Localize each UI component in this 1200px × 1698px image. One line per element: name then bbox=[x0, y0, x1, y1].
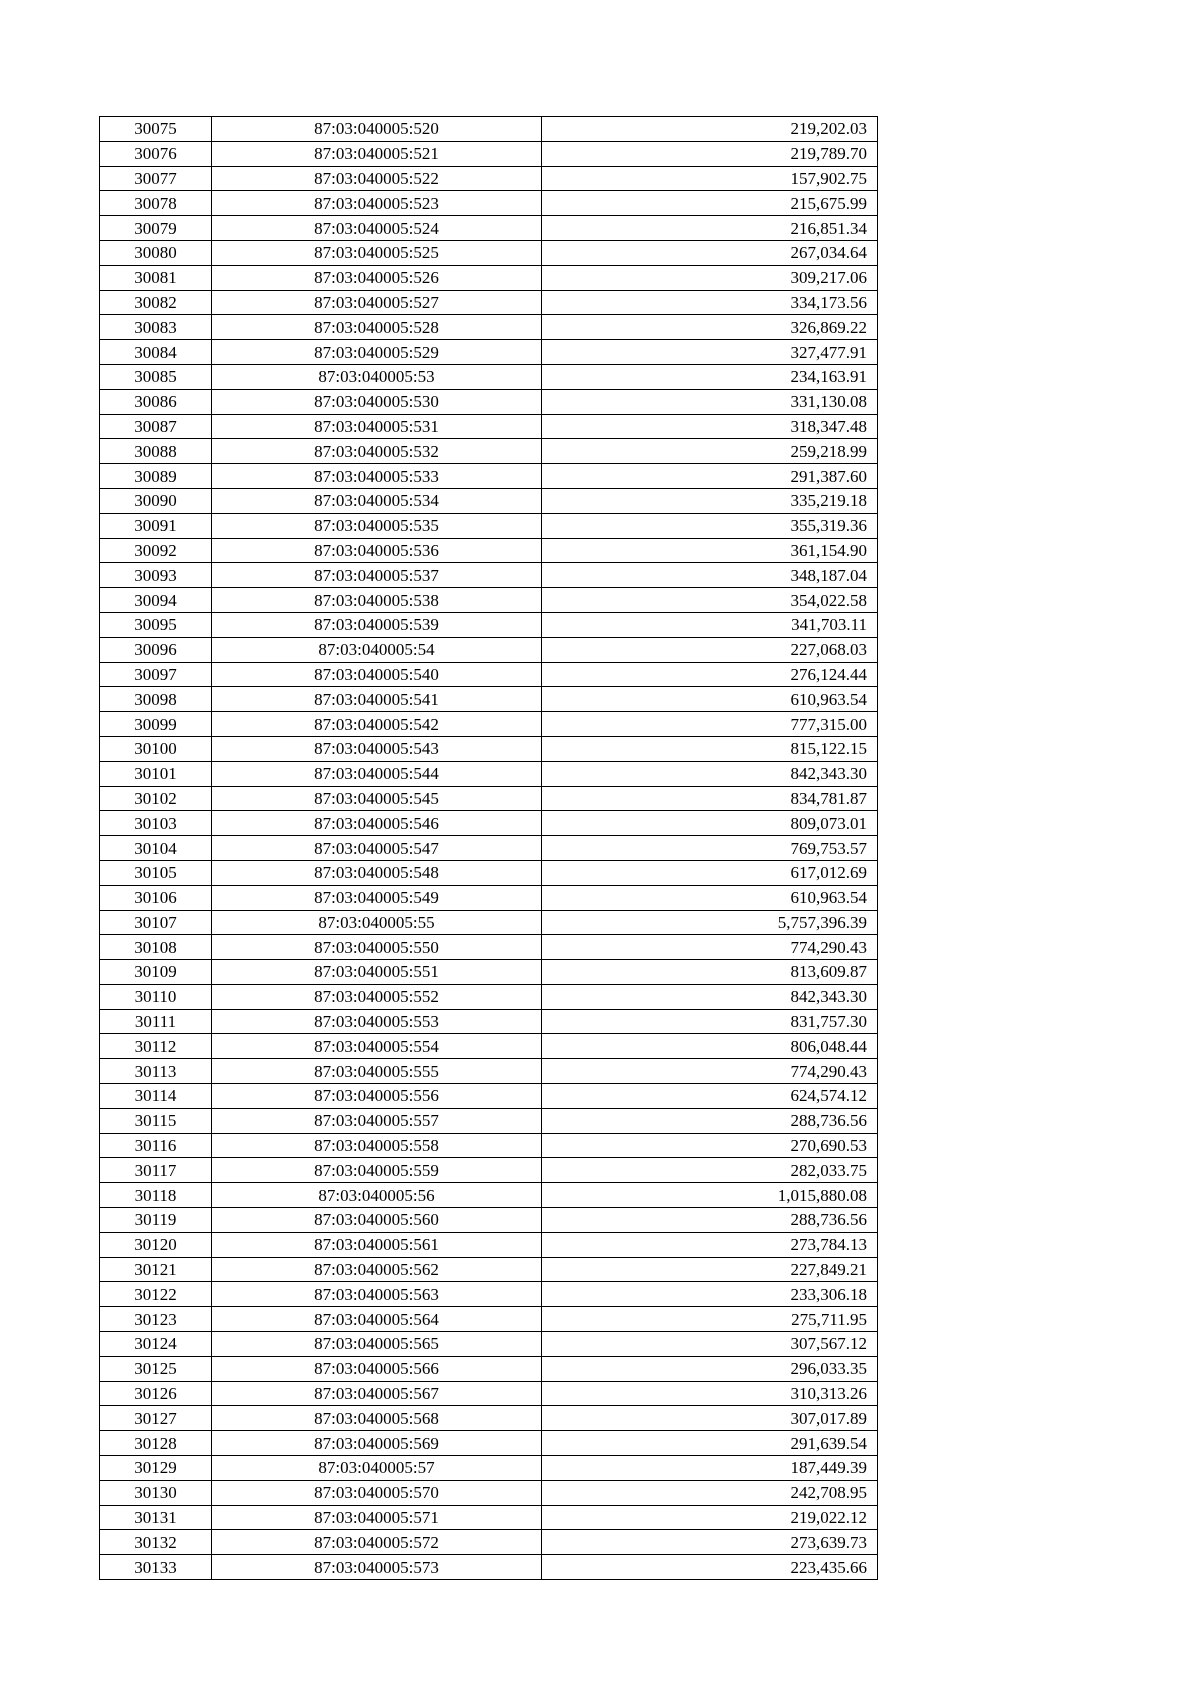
cadastral-number-cell: 87:03:040005:57 bbox=[212, 1456, 542, 1481]
cadastral-number-cell: 87:03:040005:545 bbox=[212, 786, 542, 811]
row-number-cell: 30107 bbox=[100, 910, 212, 935]
table-row bbox=[100, 885, 878, 910]
cadastral-number-cell: 87:03:040005:547 bbox=[212, 836, 542, 861]
cadastral-number-cell: 87:03:040005:539 bbox=[212, 612, 542, 637]
cadastral-number-cell: 87:03:040005:521 bbox=[212, 141, 542, 166]
value-cell: 227,068.03 bbox=[542, 637, 878, 662]
table-row bbox=[100, 1555, 878, 1580]
value-cell: 326,869.22 bbox=[542, 315, 878, 340]
cadastral-number-cell: 87:03:040005:535 bbox=[212, 513, 542, 538]
table-row bbox=[100, 860, 878, 885]
row-number-cell: 30090 bbox=[100, 488, 212, 513]
table-row bbox=[100, 340, 878, 365]
table-row bbox=[100, 240, 878, 265]
value-cell: 815,122.15 bbox=[542, 736, 878, 761]
table-row bbox=[100, 1034, 878, 1059]
value-cell: 219,789.70 bbox=[542, 141, 878, 166]
value-cell: 769,753.57 bbox=[542, 836, 878, 861]
table-row bbox=[100, 290, 878, 315]
cadastral-number-cell: 87:03:040005:551 bbox=[212, 960, 542, 985]
table-row bbox=[100, 910, 878, 935]
table-row bbox=[100, 141, 878, 166]
cadastral-number-cell: 87:03:040005:524 bbox=[212, 216, 542, 241]
cadastral-number-cell: 87:03:040005:55 bbox=[212, 910, 542, 935]
value-cell: 335,219.18 bbox=[542, 488, 878, 513]
table-row bbox=[100, 1356, 878, 1381]
table-row bbox=[100, 1133, 878, 1158]
row-number-cell: 30106 bbox=[100, 885, 212, 910]
table-row bbox=[100, 1009, 878, 1034]
row-number-cell: 30103 bbox=[100, 811, 212, 836]
cadastral-number-cell: 87:03:040005:542 bbox=[212, 712, 542, 737]
cadastral-number-cell: 87:03:040005:573 bbox=[212, 1555, 542, 1580]
row-number-cell: 30096 bbox=[100, 637, 212, 662]
table-row bbox=[100, 836, 878, 861]
cadastral-number-cell: 87:03:040005:525 bbox=[212, 240, 542, 265]
table-row bbox=[100, 935, 878, 960]
table-row bbox=[100, 1059, 878, 1084]
row-number-cell: 30088 bbox=[100, 439, 212, 464]
row-number-cell: 30076 bbox=[100, 141, 212, 166]
row-number-cell: 30093 bbox=[100, 563, 212, 588]
value-cell: 341,703.11 bbox=[542, 612, 878, 637]
value-cell: 275,711.95 bbox=[542, 1307, 878, 1332]
row-number-cell: 30121 bbox=[100, 1257, 212, 1282]
table-row bbox=[100, 662, 878, 687]
value-cell: 234,163.91 bbox=[542, 364, 878, 389]
value-cell: 267,034.64 bbox=[542, 240, 878, 265]
cadastral-number-cell: 87:03:040005:56 bbox=[212, 1183, 542, 1208]
cadastral-number-cell: 87:03:040005:528 bbox=[212, 315, 542, 340]
row-number-cell: 30085 bbox=[100, 364, 212, 389]
row-number-cell: 30086 bbox=[100, 389, 212, 414]
table-row bbox=[100, 1480, 878, 1505]
table-row bbox=[100, 364, 878, 389]
table-row bbox=[100, 315, 878, 340]
row-number-cell: 30130 bbox=[100, 1480, 212, 1505]
row-number-cell: 30099 bbox=[100, 712, 212, 737]
value-cell: 219,022.12 bbox=[542, 1505, 878, 1530]
row-number-cell: 30124 bbox=[100, 1332, 212, 1357]
table-row bbox=[100, 786, 878, 811]
value-cell: 327,477.91 bbox=[542, 340, 878, 365]
row-number-cell: 30132 bbox=[100, 1530, 212, 1555]
row-number-cell: 30118 bbox=[100, 1183, 212, 1208]
row-number-cell: 30133 bbox=[100, 1555, 212, 1580]
cadastral-number-cell: 87:03:040005:570 bbox=[212, 1480, 542, 1505]
value-cell: 354,022.58 bbox=[542, 588, 878, 613]
table-row bbox=[100, 1084, 878, 1109]
table-row bbox=[100, 488, 878, 513]
row-number-cell: 30089 bbox=[100, 464, 212, 489]
cadastral-number-cell: 87:03:040005:559 bbox=[212, 1158, 542, 1183]
cadastral-number-cell: 87:03:040005:533 bbox=[212, 464, 542, 489]
row-number-cell: 30108 bbox=[100, 935, 212, 960]
data-table bbox=[99, 116, 878, 1580]
row-number-cell: 30105 bbox=[100, 860, 212, 885]
value-cell: 223,435.66 bbox=[542, 1555, 878, 1580]
table-row bbox=[100, 761, 878, 786]
row-number-cell: 30087 bbox=[100, 414, 212, 439]
table-body bbox=[100, 117, 878, 1580]
cadastral-number-cell: 87:03:040005:538 bbox=[212, 588, 542, 613]
value-cell: 331,130.08 bbox=[542, 389, 878, 414]
value-cell: 361,154.90 bbox=[542, 538, 878, 563]
table-row bbox=[100, 1183, 878, 1208]
row-number-cell: 30078 bbox=[100, 191, 212, 216]
value-cell: 834,781.87 bbox=[542, 786, 878, 811]
value-cell: 334,173.56 bbox=[542, 290, 878, 315]
value-cell: 187,449.39 bbox=[542, 1456, 878, 1481]
cadastral-number-cell: 87:03:040005:564 bbox=[212, 1307, 542, 1332]
table-row bbox=[100, 191, 878, 216]
row-number-cell: 30123 bbox=[100, 1307, 212, 1332]
value-cell: 233,306.18 bbox=[542, 1282, 878, 1307]
cadastral-number-cell: 87:03:040005:534 bbox=[212, 488, 542, 513]
cadastral-number-cell: 87:03:040005:568 bbox=[212, 1406, 542, 1431]
value-cell: 610,963.54 bbox=[542, 687, 878, 712]
row-number-cell: 30097 bbox=[100, 662, 212, 687]
value-cell: 842,343.30 bbox=[542, 761, 878, 786]
value-cell: 291,639.54 bbox=[542, 1431, 878, 1456]
row-number-cell: 30125 bbox=[100, 1356, 212, 1381]
value-cell: 273,784.13 bbox=[542, 1232, 878, 1257]
table-row bbox=[100, 563, 878, 588]
table-row bbox=[100, 687, 878, 712]
value-cell: 774,290.43 bbox=[542, 935, 878, 960]
value-cell: 774,290.43 bbox=[542, 1059, 878, 1084]
row-number-cell: 30117 bbox=[100, 1158, 212, 1183]
table-row bbox=[100, 637, 878, 662]
cadastral-number-cell: 87:03:040005:527 bbox=[212, 290, 542, 315]
value-cell: 282,033.75 bbox=[542, 1158, 878, 1183]
table-row bbox=[100, 1158, 878, 1183]
row-number-cell: 30131 bbox=[100, 1505, 212, 1530]
cadastral-number-cell: 87:03:040005:566 bbox=[212, 1356, 542, 1381]
row-number-cell: 30084 bbox=[100, 340, 212, 365]
row-number-cell: 30119 bbox=[100, 1208, 212, 1233]
row-number-cell: 30104 bbox=[100, 836, 212, 861]
table-row bbox=[100, 265, 878, 290]
table-row bbox=[100, 166, 878, 191]
value-cell: 215,675.99 bbox=[542, 191, 878, 216]
table-row bbox=[100, 1456, 878, 1481]
cadastral-number-cell: 87:03:040005:540 bbox=[212, 662, 542, 687]
value-cell: 216,851.34 bbox=[542, 216, 878, 241]
cadastral-number-cell: 87:03:040005:561 bbox=[212, 1232, 542, 1257]
value-cell: 806,048.44 bbox=[542, 1034, 878, 1059]
row-number-cell: 30080 bbox=[100, 240, 212, 265]
table-row bbox=[100, 1282, 878, 1307]
cadastral-number-cell: 87:03:040005:562 bbox=[212, 1257, 542, 1282]
row-number-cell: 30120 bbox=[100, 1232, 212, 1257]
value-cell: 1,015,880.08 bbox=[542, 1183, 878, 1208]
value-cell: 270,690.53 bbox=[542, 1133, 878, 1158]
table-row bbox=[100, 984, 878, 1009]
row-number-cell: 30100 bbox=[100, 736, 212, 761]
row-number-cell: 30129 bbox=[100, 1456, 212, 1481]
cadastral-number-cell: 87:03:040005:522 bbox=[212, 166, 542, 191]
row-number-cell: 30126 bbox=[100, 1381, 212, 1406]
cadastral-number-cell: 87:03:040005:550 bbox=[212, 935, 542, 960]
value-cell: 831,757.30 bbox=[542, 1009, 878, 1034]
table-row bbox=[100, 1232, 878, 1257]
value-cell: 296,033.35 bbox=[542, 1356, 878, 1381]
cadastral-number-cell: 87:03:040005:555 bbox=[212, 1059, 542, 1084]
row-number-cell: 30112 bbox=[100, 1034, 212, 1059]
value-cell: 5,757,396.39 bbox=[542, 910, 878, 935]
row-number-cell: 30128 bbox=[100, 1431, 212, 1456]
cadastral-number-cell: 87:03:040005:529 bbox=[212, 340, 542, 365]
table-row bbox=[100, 464, 878, 489]
table-row bbox=[100, 117, 878, 142]
row-number-cell: 30092 bbox=[100, 538, 212, 563]
cadastral-number-cell: 87:03:040005:523 bbox=[212, 191, 542, 216]
table-row bbox=[100, 216, 878, 241]
value-cell: 157,902.75 bbox=[542, 166, 878, 191]
table-row bbox=[100, 736, 878, 761]
cadastral-number-cell: 87:03:040005:537 bbox=[212, 563, 542, 588]
value-cell: 813,609.87 bbox=[542, 960, 878, 985]
row-number-cell: 30075 bbox=[100, 117, 212, 142]
row-number-cell: 30110 bbox=[100, 984, 212, 1009]
value-cell: 610,963.54 bbox=[542, 885, 878, 910]
table-row bbox=[100, 960, 878, 985]
table-row bbox=[100, 1530, 878, 1555]
cadastral-number-cell: 87:03:040005:569 bbox=[212, 1431, 542, 1456]
value-cell: 842,343.30 bbox=[542, 984, 878, 1009]
table-row bbox=[100, 612, 878, 637]
value-cell: 809,073.01 bbox=[542, 811, 878, 836]
cadastral-number-cell: 87:03:040005:565 bbox=[212, 1332, 542, 1357]
row-number-cell: 30101 bbox=[100, 761, 212, 786]
value-cell: 307,567.12 bbox=[542, 1332, 878, 1357]
value-cell: 273,639.73 bbox=[542, 1530, 878, 1555]
row-number-cell: 30122 bbox=[100, 1282, 212, 1307]
value-cell: 355,319.36 bbox=[542, 513, 878, 538]
cadastral-number-cell: 87:03:040005:531 bbox=[212, 414, 542, 439]
table-row bbox=[100, 712, 878, 737]
table-row bbox=[100, 439, 878, 464]
table-row bbox=[100, 811, 878, 836]
cadastral-number-cell: 87:03:040005:544 bbox=[212, 761, 542, 786]
table-row bbox=[100, 538, 878, 563]
cadastral-number-cell: 87:03:040005:557 bbox=[212, 1108, 542, 1133]
row-number-cell: 30102 bbox=[100, 786, 212, 811]
row-number-cell: 30111 bbox=[100, 1009, 212, 1034]
value-cell: 288,736.56 bbox=[542, 1108, 878, 1133]
cadastral-number-cell: 87:03:040005:526 bbox=[212, 265, 542, 290]
cadastral-number-cell: 87:03:040005:571 bbox=[212, 1505, 542, 1530]
cadastral-number-cell: 87:03:040005:520 bbox=[212, 117, 542, 142]
value-cell: 624,574.12 bbox=[542, 1084, 878, 1109]
cadastral-number-cell: 87:03:040005:554 bbox=[212, 1034, 542, 1059]
value-cell: 309,217.06 bbox=[542, 265, 878, 290]
value-cell: 227,849.21 bbox=[542, 1257, 878, 1282]
cadastral-number-cell: 87:03:040005:541 bbox=[212, 687, 542, 712]
cadastral-number-cell: 87:03:040005:552 bbox=[212, 984, 542, 1009]
row-number-cell: 30114 bbox=[100, 1084, 212, 1109]
table-row bbox=[100, 1332, 878, 1357]
row-number-cell: 30083 bbox=[100, 315, 212, 340]
value-cell: 348,187.04 bbox=[542, 563, 878, 588]
cadastral-number-cell: 87:03:040005:548 bbox=[212, 860, 542, 885]
cadastral-number-cell: 87:03:040005:572 bbox=[212, 1530, 542, 1555]
value-cell: 307,017.89 bbox=[542, 1406, 878, 1431]
cadastral-number-cell: 87:03:040005:549 bbox=[212, 885, 542, 910]
value-cell: 617,012.69 bbox=[542, 860, 878, 885]
table-row bbox=[100, 1431, 878, 1456]
cadastral-number-cell: 87:03:040005:558 bbox=[212, 1133, 542, 1158]
value-cell: 219,202.03 bbox=[542, 117, 878, 142]
cadastral-number-cell: 87:03:040005:53 bbox=[212, 364, 542, 389]
cadastral-number-cell: 87:03:040005:54 bbox=[212, 637, 542, 662]
cadastral-number-cell: 87:03:040005:546 bbox=[212, 811, 542, 836]
value-cell: 291,387.60 bbox=[542, 464, 878, 489]
value-cell: 318,347.48 bbox=[542, 414, 878, 439]
table-row bbox=[100, 1505, 878, 1530]
cadastral-number-cell: 87:03:040005:536 bbox=[212, 538, 542, 563]
cadastral-number-cell: 87:03:040005:532 bbox=[212, 439, 542, 464]
table-row bbox=[100, 1108, 878, 1133]
cadastral-number-cell: 87:03:040005:553 bbox=[212, 1009, 542, 1034]
row-number-cell: 30082 bbox=[100, 290, 212, 315]
table-row bbox=[100, 588, 878, 613]
row-number-cell: 30077 bbox=[100, 166, 212, 191]
row-number-cell: 30127 bbox=[100, 1406, 212, 1431]
table-row bbox=[100, 1307, 878, 1332]
row-number-cell: 30094 bbox=[100, 588, 212, 613]
table-row bbox=[100, 1406, 878, 1431]
table-row bbox=[100, 389, 878, 414]
table-row bbox=[100, 1208, 878, 1233]
row-number-cell: 30079 bbox=[100, 216, 212, 241]
cadastral-number-cell: 87:03:040005:563 bbox=[212, 1282, 542, 1307]
table-row bbox=[100, 513, 878, 538]
row-number-cell: 30115 bbox=[100, 1108, 212, 1133]
row-number-cell: 30109 bbox=[100, 960, 212, 985]
value-cell: 310,313.26 bbox=[542, 1381, 878, 1406]
value-cell: 242,708.95 bbox=[542, 1480, 878, 1505]
value-cell: 288,736.56 bbox=[542, 1208, 878, 1233]
table-row bbox=[100, 1257, 878, 1282]
cadastral-number-cell: 87:03:040005:530 bbox=[212, 389, 542, 414]
row-number-cell: 30116 bbox=[100, 1133, 212, 1158]
row-number-cell: 30095 bbox=[100, 612, 212, 637]
row-number-cell: 30081 bbox=[100, 265, 212, 290]
cadastral-number-cell: 87:03:040005:560 bbox=[212, 1208, 542, 1233]
value-cell: 276,124.44 bbox=[542, 662, 878, 687]
row-number-cell: 30113 bbox=[100, 1059, 212, 1084]
cadastral-number-cell: 87:03:040005:556 bbox=[212, 1084, 542, 1109]
cadastral-number-cell: 87:03:040005:543 bbox=[212, 736, 542, 761]
row-number-cell: 30091 bbox=[100, 513, 212, 538]
value-cell: 259,218.99 bbox=[542, 439, 878, 464]
table-row bbox=[100, 1381, 878, 1406]
cadastral-number-cell: 87:03:040005:567 bbox=[212, 1381, 542, 1406]
row-number-cell: 30098 bbox=[100, 687, 212, 712]
value-cell: 777,315.00 bbox=[542, 712, 878, 737]
table-row bbox=[100, 414, 878, 439]
